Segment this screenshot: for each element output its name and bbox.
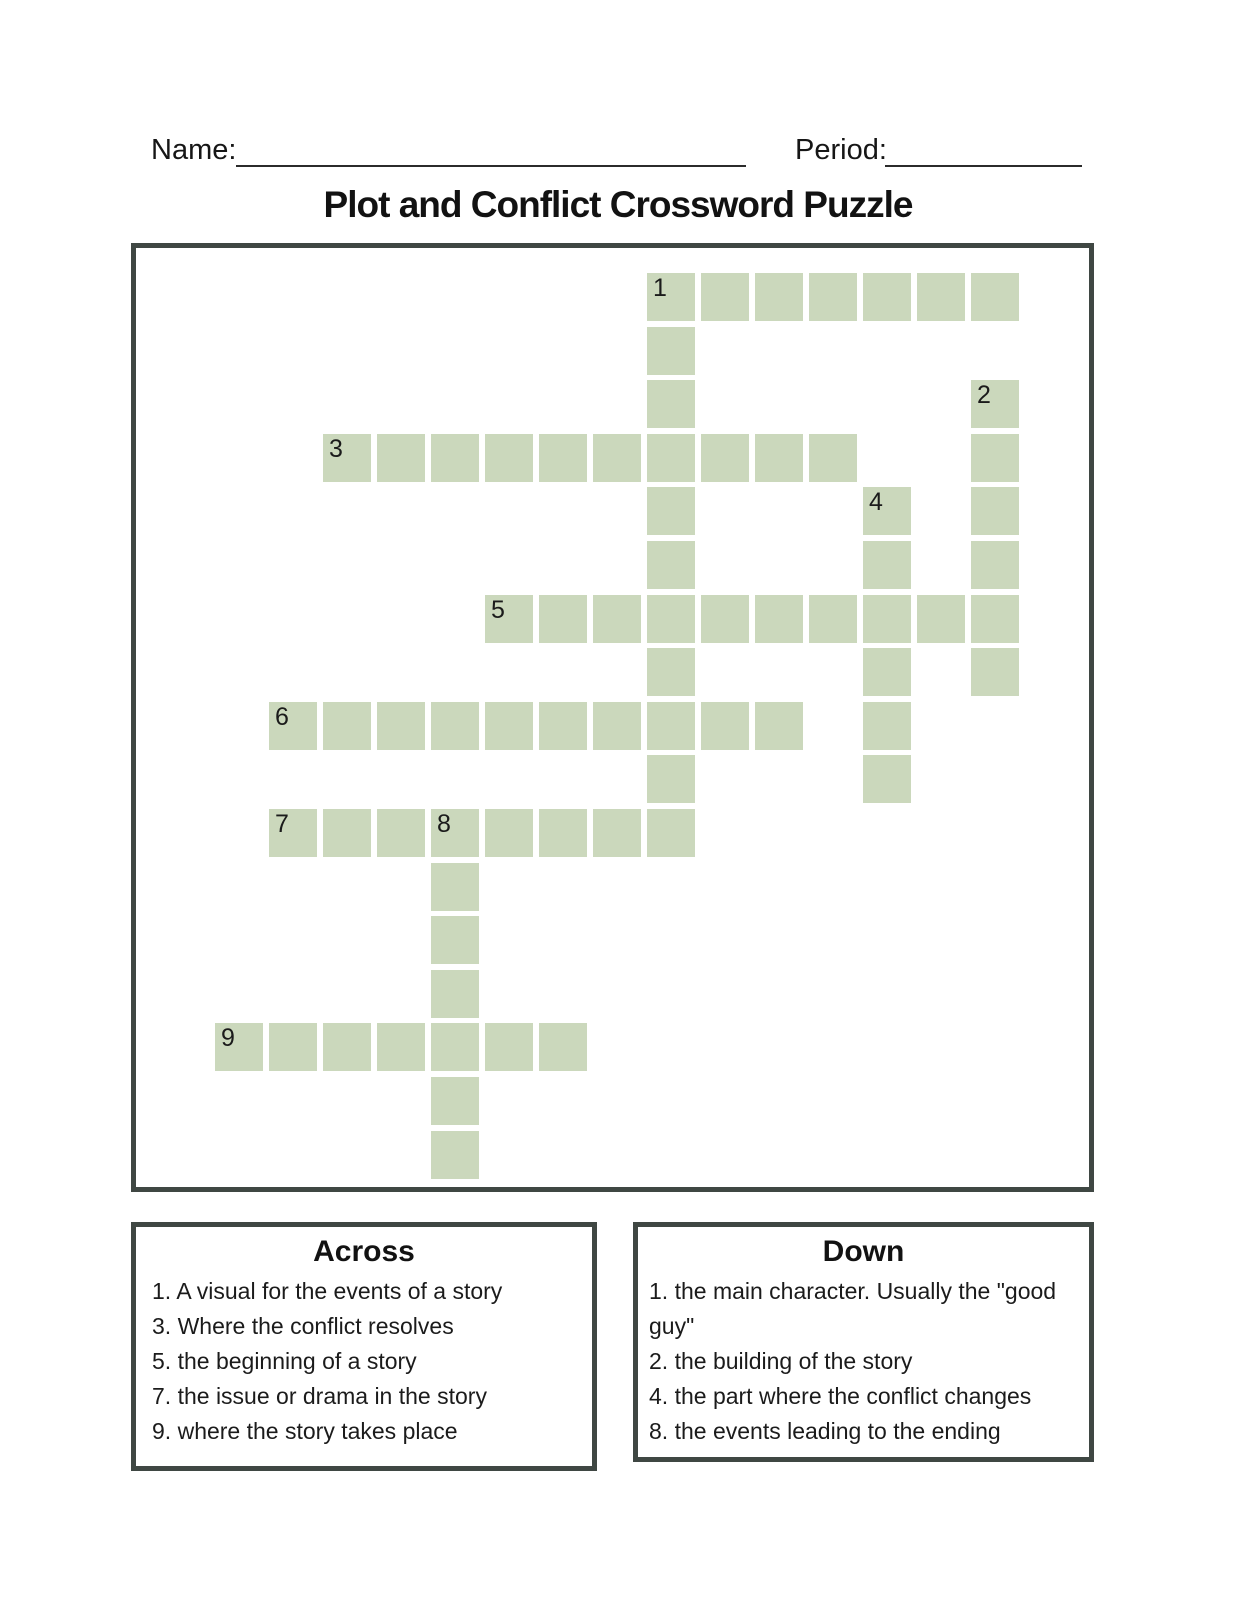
grid-cell[interactable] bbox=[431, 434, 479, 482]
grid-cell[interactable] bbox=[323, 702, 371, 750]
grid-cell[interactable] bbox=[593, 809, 641, 857]
grid-cell[interactable] bbox=[863, 273, 911, 321]
down-clue-list bbox=[638, 1274, 1089, 1449]
grid-cell[interactable] bbox=[701, 702, 749, 750]
grid-cell[interactable] bbox=[647, 595, 695, 643]
grid-cell[interactable] bbox=[971, 434, 1019, 482]
grid-cell[interactable] bbox=[971, 487, 1019, 535]
clue-item bbox=[152, 1414, 586, 1449]
grid-cell[interactable] bbox=[431, 702, 479, 750]
grid-cell[interactable] bbox=[431, 1077, 479, 1125]
grid-cell[interactable] bbox=[809, 434, 857, 482]
grid-cell[interactable] bbox=[755, 595, 803, 643]
cell-number: 7 bbox=[275, 810, 289, 838]
grid-cell[interactable] bbox=[323, 1023, 371, 1071]
cell-number: 9 bbox=[221, 1024, 235, 1052]
grid-cell[interactable] bbox=[755, 702, 803, 750]
grid-cell[interactable] bbox=[971, 648, 1019, 696]
grid-cell[interactable] bbox=[431, 863, 479, 911]
clue-number: 2. bbox=[649, 1348, 675, 1374]
clue-number: 8. bbox=[649, 1418, 675, 1444]
clue-item bbox=[152, 1379, 586, 1414]
clue-text: the beginning of a story bbox=[177, 1348, 417, 1374]
grid-cell[interactable] bbox=[485, 809, 533, 857]
grid-cell[interactable] bbox=[539, 702, 587, 750]
grid-cell[interactable] bbox=[539, 595, 587, 643]
cell-number: 1 bbox=[653, 274, 667, 302]
grid-cell[interactable] bbox=[377, 809, 425, 857]
grid-cell[interactable] bbox=[431, 1023, 479, 1071]
grid-cell[interactable] bbox=[647, 273, 695, 321]
grid-cell[interactable] bbox=[647, 755, 695, 803]
clue-text: Where the conflict resolves bbox=[177, 1313, 454, 1339]
period-label: Period: bbox=[795, 134, 887, 166]
crossword-grid-box bbox=[131, 243, 1094, 1192]
grid-cell[interactable] bbox=[431, 916, 479, 964]
clue-item bbox=[152, 1274, 586, 1309]
grid-cell[interactable] bbox=[485, 702, 533, 750]
grid-cell[interactable] bbox=[647, 487, 695, 535]
grid-cell[interactable] bbox=[755, 273, 803, 321]
grid-cell[interactable] bbox=[215, 1023, 263, 1071]
across-title: Across bbox=[313, 1235, 415, 1268]
clue-text: the issue or drama in the story bbox=[177, 1383, 487, 1409]
clue-number: 7. bbox=[152, 1383, 178, 1409]
grid-cell[interactable] bbox=[539, 1023, 587, 1071]
grid-cell[interactable] bbox=[269, 1023, 317, 1071]
grid-cell[interactable] bbox=[647, 648, 695, 696]
cell-number: 5 bbox=[491, 596, 505, 624]
cell-number: 2 bbox=[977, 381, 991, 409]
down-title: Down bbox=[822, 1235, 905, 1268]
grid-cell[interactable] bbox=[971, 273, 1019, 321]
grid-cell[interactable] bbox=[647, 809, 695, 857]
grid-cell[interactable] bbox=[647, 327, 695, 375]
grid-cell[interactable] bbox=[485, 434, 533, 482]
grid-cell[interactable] bbox=[863, 487, 911, 535]
cell-number: 6 bbox=[275, 703, 289, 731]
clue-number: 9. bbox=[152, 1418, 178, 1444]
grid-cell[interactable] bbox=[647, 380, 695, 428]
grid-cell[interactable] bbox=[539, 809, 587, 857]
cell-number: 4 bbox=[869, 488, 883, 516]
clue-number: 4. bbox=[649, 1383, 675, 1409]
grid-cell[interactable] bbox=[863, 541, 911, 589]
grid-cell[interactable] bbox=[485, 595, 533, 643]
clue-item bbox=[649, 1344, 1087, 1379]
grid-cell[interactable] bbox=[701, 273, 749, 321]
grid-cell[interactable] bbox=[593, 434, 641, 482]
grid-cell[interactable] bbox=[377, 1023, 425, 1071]
clue-text: the building of the story bbox=[674, 1348, 913, 1374]
grid-cell[interactable] bbox=[485, 1023, 533, 1071]
grid-cell[interactable] bbox=[971, 541, 1019, 589]
clue-item bbox=[152, 1344, 586, 1379]
clue-number: 3. bbox=[152, 1313, 178, 1339]
across-clue-list bbox=[136, 1274, 592, 1449]
grid-cell[interactable] bbox=[809, 273, 857, 321]
grid-cell[interactable] bbox=[647, 541, 695, 589]
grid-cell[interactable] bbox=[863, 648, 911, 696]
period-fill-line bbox=[885, 165, 1082, 167]
page-title: Plot and Conflict Crossword Puzzle bbox=[323, 184, 913, 225]
grid-cell[interactable] bbox=[863, 702, 911, 750]
clue-number: 1. bbox=[152, 1278, 177, 1304]
grid-cell[interactable] bbox=[647, 702, 695, 750]
grid-cell[interactable] bbox=[431, 970, 479, 1018]
down-clues-box bbox=[633, 1222, 1094, 1462]
grid-cell[interactable] bbox=[647, 434, 695, 482]
name-fill-line bbox=[236, 165, 746, 167]
grid-cell[interactable] bbox=[971, 595, 1019, 643]
grid-cell[interactable] bbox=[863, 755, 911, 803]
grid-cell[interactable] bbox=[323, 809, 371, 857]
grid-cell[interactable] bbox=[701, 434, 749, 482]
grid-cell[interactable] bbox=[755, 434, 803, 482]
grid-cell[interactable] bbox=[431, 1131, 479, 1179]
name-label: Name: bbox=[151, 134, 237, 166]
clue-text: the events leading to the ending bbox=[674, 1418, 1001, 1444]
clue-number: 1. bbox=[649, 1278, 675, 1304]
grid-cell[interactable] bbox=[593, 595, 641, 643]
grid-cell[interactable] bbox=[377, 434, 425, 482]
clue-text: the main character. Usually the "good guy" bbox=[649, 1278, 1057, 1339]
clue-item bbox=[649, 1274, 1087, 1344]
grid-cell[interactable] bbox=[863, 595, 911, 643]
grid-cell[interactable] bbox=[377, 702, 425, 750]
grid-cell[interactable] bbox=[269, 809, 317, 857]
grid-cell[interactable] bbox=[701, 595, 749, 643]
clue-text: where the story takes place bbox=[177, 1418, 458, 1444]
clue-item bbox=[649, 1414, 1087, 1449]
grid-cell[interactable] bbox=[917, 595, 965, 643]
clue-item bbox=[649, 1379, 1087, 1414]
grid-cell[interactable] bbox=[917, 273, 965, 321]
grid-cell[interactable] bbox=[269, 702, 317, 750]
across-clues-box bbox=[131, 1222, 597, 1471]
clue-text: the part where the conflict changes bbox=[674, 1383, 1032, 1409]
clue-number: 5. bbox=[152, 1348, 178, 1374]
grid-cell[interactable] bbox=[971, 380, 1019, 428]
grid-cell[interactable] bbox=[593, 702, 641, 750]
cell-number: 8 bbox=[437, 810, 451, 838]
grid-cell[interactable] bbox=[431, 809, 479, 857]
cell-number: 3 bbox=[329, 435, 343, 463]
grid-cell[interactable] bbox=[323, 434, 371, 482]
clue-text: A visual for the events of a story bbox=[176, 1278, 503, 1304]
grid-cell[interactable] bbox=[809, 595, 857, 643]
grid-cell[interactable] bbox=[539, 434, 587, 482]
clue-item bbox=[152, 1309, 586, 1344]
